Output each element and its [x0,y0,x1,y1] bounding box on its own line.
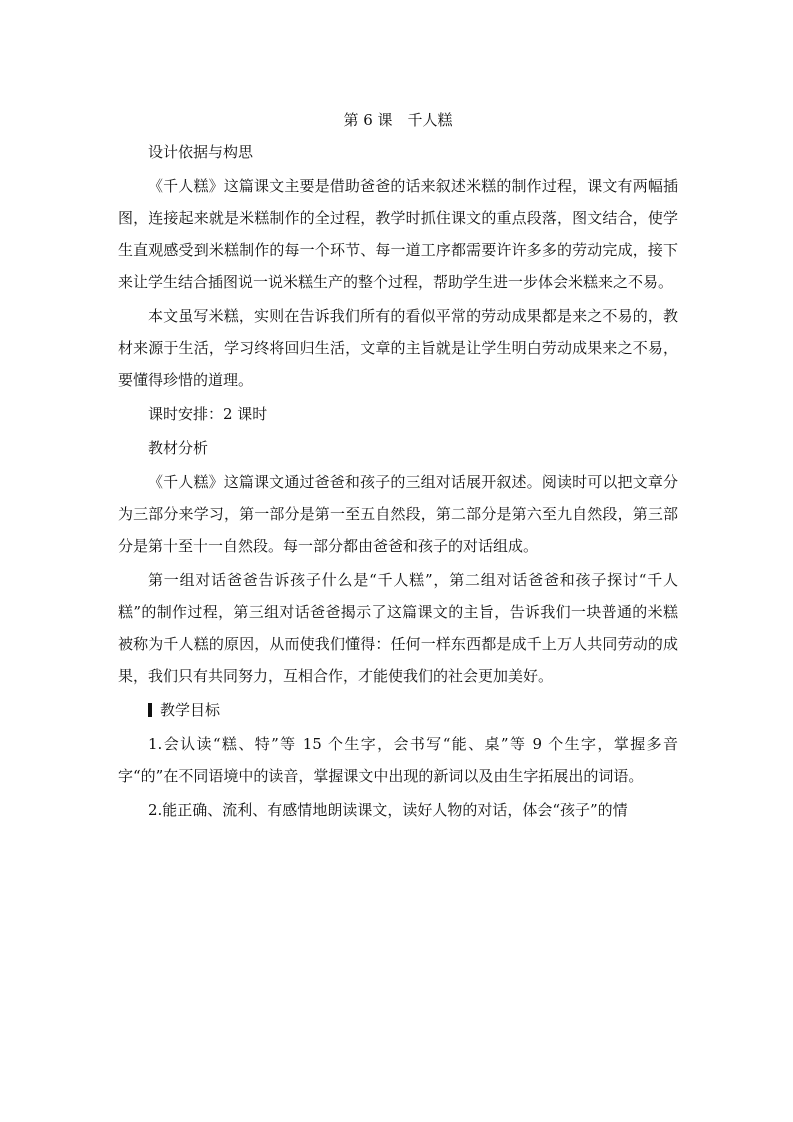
analysis-paragraph-1: 《千人糕》这篇课文通过爸爸和孩子的三组对话展开叙述。阅读时可以把文章分为三部分来学习，第一部分是第一至五自然段，第二部分是第六至九自然段，第三部分是第十至十一自然段。每一部分都由爸爸和孩子的对话组成。 [118,473,678,555]
document-body [118,104,678,826]
goal-item-1: 1.会认读“糕、特”等 15 个生字，会书写“能、桌”等 9 个生字，掌握多音字“的”在不同语境中的读音，掌握课文中出现的新词以及由生字拓展出的词语。 [118,735,678,785]
goal-item-2: 2.能正确、流利、有感情地朗读课文，读好人物的对话，体会“孩子”的情 [148,801,628,819]
analysis-heading: 教材分析 [148,439,209,457]
design-heading: 设计依据与构思 [148,143,254,161]
design-paragraph-2: 本文虽写米糕，实则在告诉我们所有的看似平常的劳动成果都是来之不易的，教材来源于生活，学习终将回归生活，文章的主旨就是让学生明白劳动成果来之不易，要懂得珍惜的道理。 [118,307,678,389]
goals-heading-row [118,694,678,726]
analysis-paragraph-2: 第一组对话爸爸告诉孩子什么是“千人糕”，第二组对话爸爸和孩子探讨“千人糕”的制作过程，第三组对话爸爸揭示了这篇课文的主旨，告诉我们一块普通的米糕被称为千人糕的原因，从而使我们懂得：任何一样东西都是成千上万人共同劳动的成果，我们只有共同努力，互相合作，才能使我们的社会更加美好。 [118,571,678,685]
heading-bar-icon [148,703,152,717]
goals-heading: 教学目标 [160,701,221,719]
design-paragraph-1: 《千人糕》这篇课文主要是借助爸爸的话来叙述米糕的制作过程，课文有两幅插图，连接起来就是米糕制作的全过程，教学时抓住课文的重点段落，图文结合，使学生直观感受到米糕制作的每一个环节、每一道工序都需要许许多多的劳动完成，接下来让学生结合插图说一说米糕生产的整个过程，帮助学生进一步体会米糕来之不易。 [118,177,678,291]
lesson-title: 第 6 课 千人糕 [343,111,453,129]
schedule-line: 课时安排：2 课时 [148,405,268,423]
